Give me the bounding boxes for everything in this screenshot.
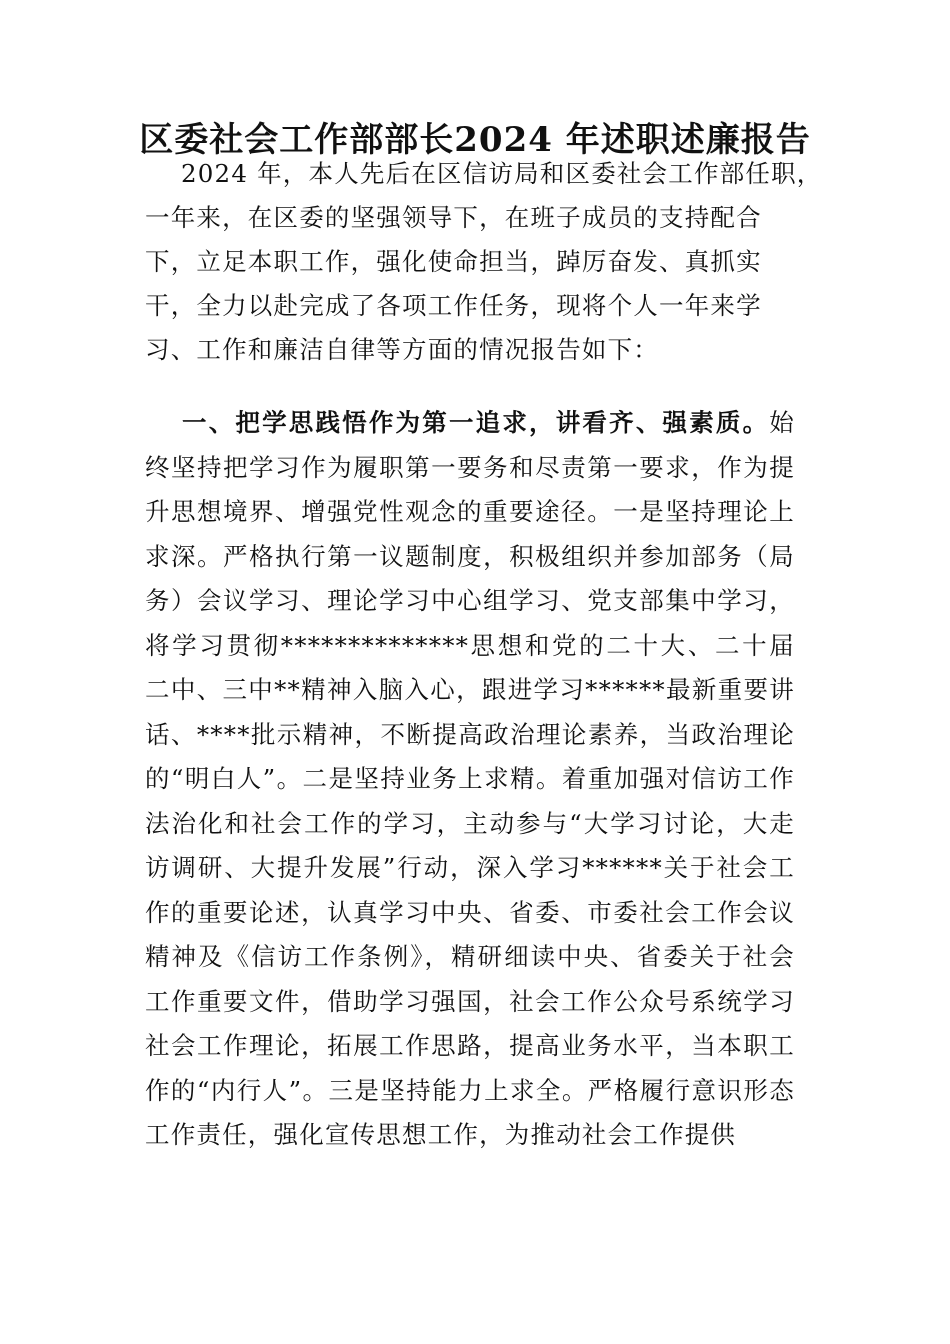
intro-line: 习、工作和廉洁自律等方面的情况报告如下： [145, 335, 659, 364]
section-1-body: 始终坚持把学习作为履职第一要务和尽责第一要求，作为提升思想境界、增强党性观念的重要途径。一是坚持理论上求深。严格执行第一议题制度，积极组织并参加部务（局务）会议学习、理论学习中心组学习、党支部集中学习，将学习贯彻**************思想和党的二十大、二十届二中、三中**精神入脑入心，跟进学习******最新重要讲话、****批示精神，不断提高政治理论素养，当政治理论的“明白人”。二是坚持业务上求精。着重加强对信访工作法治化和社会工作的学习，主动参与“大学习讨论，大走访调研、大提升发展”行动，深入学习******关于社会工作的重要论述，认真学习中央、省委、市委社会工作会议精神及《信访工作条例》，精研细读中央、省委关于社会工作重要文件，借助学习强国，社会工作公众号系统学习社会工作理论，拓展工作思路，提高业务水平，当本职工作的“内行人”。三是坚持能力上求全。严格履行意识形态工作责任，强化宣传思想工作，为推动社会工作提供 [145, 408, 795, 1149]
section-1-paragraph [145, 401, 795, 1158]
intro-line: 2024 年，本人先后在区信访局和区委社会工作部任职， [145, 159, 823, 188]
intro-paragraph [145, 152, 823, 372]
intro-line: 下，立足本职工作，强化使命担当，踔厉奋发、真抓实 [145, 247, 762, 276]
document-title: 区委社会工作部部长2024 年述职述廉报告 [139, 120, 811, 160]
intro-line: 干，全力以赴完成了各项工作任务，现将个人一年来学 [145, 291, 762, 320]
section-1-heading: 一、把学思践悟作为第一追求，讲看齐、强素质。 [182, 408, 770, 437]
intro-line: 一年来，在区委的坚强领导下，在班子成员的支持配合 [145, 203, 762, 232]
